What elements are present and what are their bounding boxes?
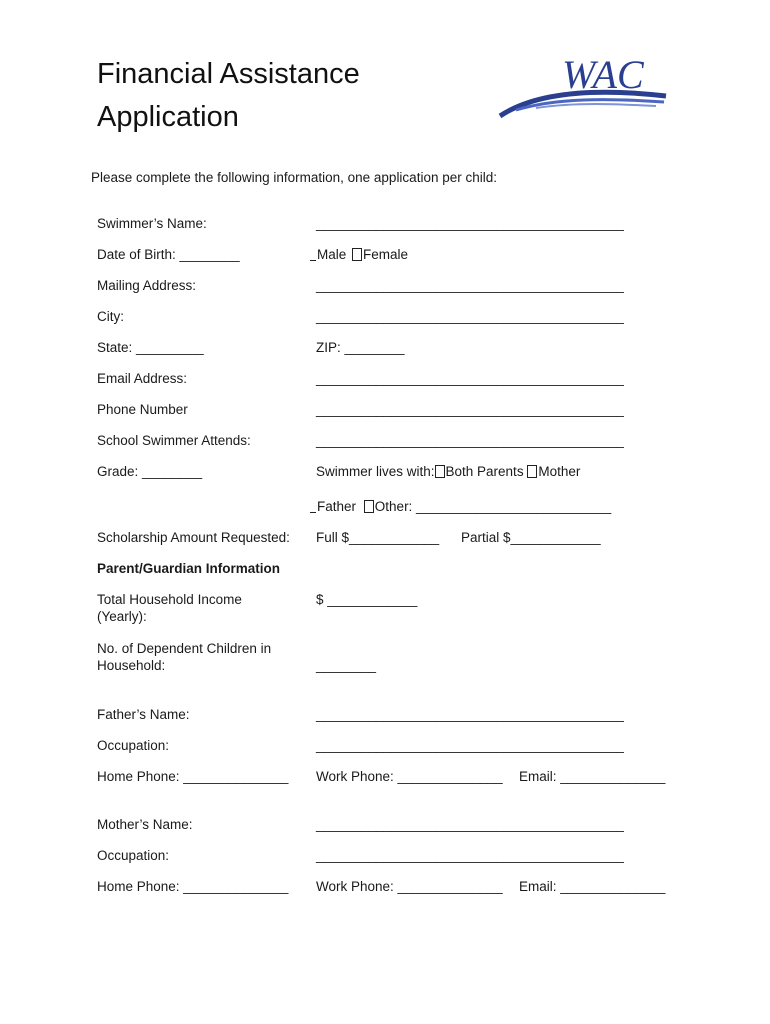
email-label: Email Address: (97, 371, 188, 386)
city-field[interactable]: _________________________________________ (316, 309, 624, 324)
father-label: Father (317, 499, 357, 514)
mother-work-phone-field[interactable]: Work Phone: ______________ (316, 879, 503, 894)
page-title-line1: Financial Assistance (97, 58, 360, 90)
wac-logo (496, 52, 668, 122)
state-field[interactable]: State: _________ (97, 340, 204, 355)
mother-home-phone-field[interactable]: Home Phone: ______________ (97, 879, 289, 894)
phone-label: Phone Number (97, 402, 188, 417)
father-checkbox[interactable] (310, 500, 316, 513)
lives-with-label: Swimmer lives with: (316, 464, 435, 479)
income-label-line2: (Yearly): (97, 609, 147, 624)
full-amount-field[interactable]: Full $____________ (316, 530, 440, 545)
mother-name-field[interactable]: _________________________________________ (316, 817, 624, 832)
scholarship-label: Scholarship Amount Requested: (97, 530, 290, 545)
dependents-label-line2: Household: (97, 658, 166, 673)
mother-occupation-label: Occupation: (97, 848, 170, 863)
lives-with-group-2 (310, 498, 611, 515)
other-checkbox[interactable] (364, 500, 374, 513)
gender-options (310, 246, 408, 263)
other-field[interactable]: Other: __________________________ (374, 499, 612, 514)
father-occupation-field[interactable]: _________________________________________ (316, 738, 624, 753)
wac-logo-graphic (496, 52, 668, 122)
father-email-field[interactable]: Email: ______________ (519, 769, 666, 784)
parent-section-heading: Parent/Guardian Information (97, 561, 281, 576)
mailing-address-label: Mailing Address: (97, 278, 197, 293)
swimmer-name-field[interactable]: _________________________________________ (316, 216, 624, 231)
zip-field[interactable]: ZIP: ________ (316, 340, 405, 355)
both-parents-label: Both Parents (445, 464, 524, 479)
swimmer-name-label: Swimmer’s Name: (97, 216, 207, 231)
father-occupation-label: Occupation: (97, 738, 170, 753)
school-label: School Swimmer Attends: (97, 433, 251, 448)
father-name-field[interactable]: _________________________________________ (316, 707, 624, 722)
both-parents-checkbox[interactable] (435, 465, 445, 478)
school-field[interactable]: _________________________________________ (316, 433, 624, 448)
dependents-label-line1: No. of Dependent Children in (97, 641, 272, 656)
mother-name-label: Mother’s Name: (97, 817, 193, 832)
phone-field[interactable]: _________________________________________ (316, 402, 624, 417)
mother-checkbox[interactable] (527, 465, 537, 478)
logo-wave-3 (536, 104, 656, 108)
lives-with-group (316, 463, 580, 480)
female-checkbox[interactable] (352, 248, 362, 261)
city-label: City: (97, 309, 124, 324)
dob-field[interactable]: Date of Birth: ________ (97, 247, 240, 262)
dependents-field[interactable]: ________ (316, 658, 377, 673)
grade-field[interactable]: Grade: ________ (97, 464, 203, 479)
partial-amount-field[interactable]: Partial $____________ (461, 530, 601, 545)
father-home-phone-field[interactable]: Home Phone: ______________ (97, 769, 289, 784)
income-label-line1: Total Household Income (97, 592, 242, 607)
mother-email-field[interactable]: Email: ______________ (519, 879, 666, 894)
mother-occupation-field[interactable]: _________________________________________ (316, 848, 624, 863)
page-title-line2: Application (97, 101, 239, 133)
female-label: Female (363, 247, 409, 262)
mother-label: Mother (538, 464, 581, 479)
income-field[interactable]: $ ____________ (316, 592, 418, 607)
intro-text: Please complete the following information, one application per child: (91, 170, 497, 185)
email-field[interactable]: _________________________________________ (316, 371, 624, 386)
father-work-phone-field[interactable]: Work Phone: ______________ (316, 769, 503, 784)
father-name-label: Father’s Name: (97, 707, 190, 722)
male-checkbox[interactable] (310, 248, 316, 261)
male-label: Male (317, 247, 347, 262)
mailing-address-field[interactable]: _________________________________________ (316, 278, 624, 293)
logo-text: WAC (562, 52, 644, 97)
